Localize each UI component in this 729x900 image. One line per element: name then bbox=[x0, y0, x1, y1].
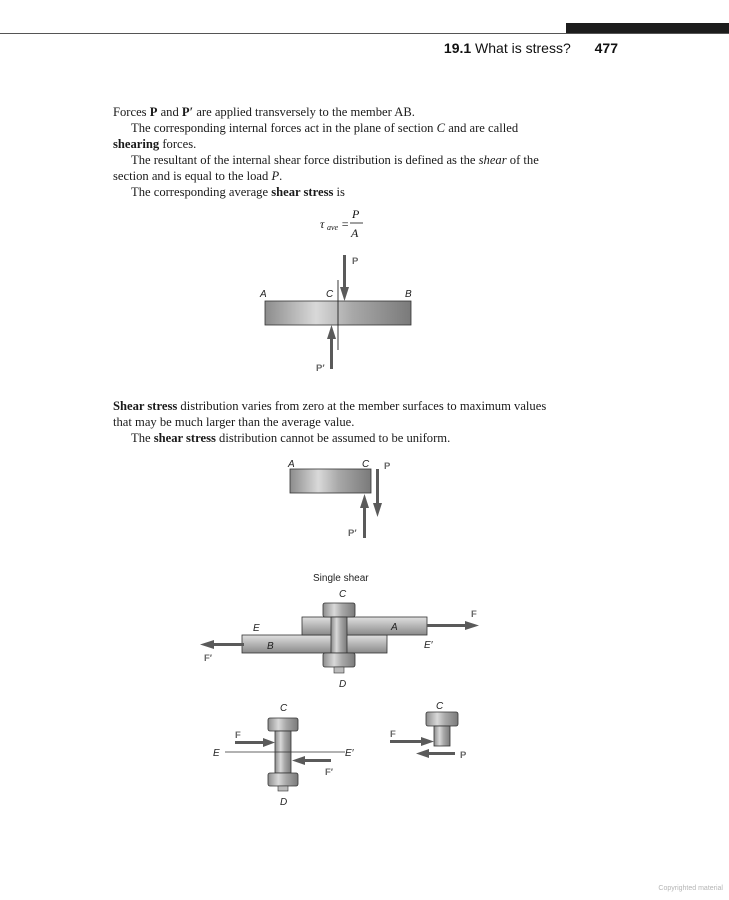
label-p: P bbox=[352, 256, 359, 267]
label-d: D bbox=[339, 679, 347, 690]
bolt-nut bbox=[268, 773, 298, 786]
arrow-f-shaft bbox=[427, 624, 467, 627]
label-e: E bbox=[253, 623, 260, 634]
bolt-head bbox=[426, 712, 458, 726]
arrow-f-prime-shaft bbox=[212, 643, 244, 646]
bolt-nut bbox=[323, 653, 355, 667]
bolt-head bbox=[268, 718, 298, 731]
arrow-p-head bbox=[340, 287, 349, 301]
plate-a bbox=[302, 617, 427, 635]
arrow-p-head bbox=[416, 749, 429, 758]
arrow-p-prime-shaft bbox=[330, 337, 333, 369]
label-p: P bbox=[460, 750, 467, 761]
figure-free-body bbox=[280, 455, 400, 545]
page-number: 477 bbox=[594, 40, 618, 56]
paragraph-average-stress: The corresponding average shear stress is bbox=[131, 185, 345, 199]
bolt-tip bbox=[334, 667, 344, 673]
text-block-1 bbox=[113, 104, 566, 200]
bolt-head bbox=[323, 603, 355, 617]
label-c: C bbox=[280, 703, 288, 714]
equals-sign: = bbox=[341, 217, 350, 231]
average-shear-stress-formula bbox=[318, 206, 378, 246]
label-c: C bbox=[339, 589, 347, 600]
arrow-p-prime-head bbox=[327, 325, 336, 339]
arrow-p-head bbox=[373, 503, 382, 517]
label-p-prime: P′ bbox=[316, 363, 325, 374]
formula-numerator: P bbox=[352, 207, 360, 221]
arrow-f-shaft bbox=[390, 740, 423, 743]
bolt-tip bbox=[278, 786, 288, 791]
figure-transverse-load bbox=[250, 250, 430, 380]
paragraph-resultant: The resultant of the internal shear force distribution is defined as the shear of the section and is equal to the load P. bbox=[113, 153, 539, 183]
arrow-f-prime-head bbox=[200, 640, 214, 649]
section-number: 19.1 bbox=[443, 40, 472, 56]
label-f: F bbox=[235, 730, 241, 741]
arrow-f-prime-shaft bbox=[303, 759, 331, 762]
label-d: D bbox=[280, 797, 288, 808]
paragraph-shearing-forces: The corresponding internal forces act in the plane of section C and are called shearing forces. bbox=[113, 121, 519, 151]
copyright-watermark: Copyrighted material bbox=[658, 885, 723, 892]
label-f-prime: F′ bbox=[325, 767, 334, 778]
figure-bolt-section bbox=[205, 700, 365, 810]
arrow-p-prime-head bbox=[360, 494, 369, 508]
label-f: F bbox=[471, 609, 477, 620]
paragraph-not-uniform: The shear stress distribution cannot be assumed to be uniform. bbox=[131, 431, 451, 445]
bolt-shank bbox=[434, 726, 450, 746]
arrow-p-shaft bbox=[343, 255, 346, 289]
member-segment bbox=[290, 469, 371, 493]
bolt-shank bbox=[331, 617, 347, 653]
label-a: A bbox=[260, 289, 267, 300]
formula-denominator: A bbox=[351, 226, 359, 240]
label-e-prime: E′ bbox=[424, 640, 433, 651]
running-head bbox=[400, 40, 618, 58]
label-e-prime: E′ bbox=[345, 748, 354, 759]
label-p: P bbox=[384, 461, 391, 472]
label-c: C bbox=[326, 289, 334, 300]
arrow-p-shaft bbox=[376, 469, 379, 505]
label-c: C bbox=[436, 701, 444, 712]
arrow-p-prime-shaft bbox=[363, 506, 366, 538]
section-title: What is stress? bbox=[475, 40, 571, 56]
tau-subscript: ave bbox=[327, 223, 339, 232]
label-f-prime: F′ bbox=[204, 653, 213, 664]
label-b: B bbox=[405, 289, 412, 300]
tau-symbol: τ bbox=[320, 217, 325, 231]
text-block-2 bbox=[113, 398, 566, 446]
arrow-f-head bbox=[263, 738, 275, 747]
header-rule bbox=[0, 33, 729, 34]
arrow-p-shaft bbox=[427, 752, 455, 755]
single-shear-title: Single shear bbox=[313, 573, 369, 584]
label-a: A bbox=[391, 622, 398, 633]
arrow-f-head bbox=[421, 737, 434, 746]
label-p-prime: P′ bbox=[348, 528, 357, 539]
arrow-f-prime-head bbox=[292, 756, 305, 765]
label-b: B bbox=[267, 641, 274, 652]
label-e: E bbox=[213, 748, 220, 759]
label-c: C bbox=[362, 459, 370, 470]
plate-b bbox=[242, 635, 387, 653]
figure-single-shear bbox=[195, 568, 495, 693]
label-f: F bbox=[390, 729, 396, 740]
arrow-f-shaft bbox=[235, 741, 265, 744]
figure-bolt-upper bbox=[380, 698, 490, 768]
label-a: A bbox=[288, 459, 295, 470]
paragraph-distribution: Shear stress distribution varies from zero at the member surfaces to maximum values that may be much larger than the average value. bbox=[113, 399, 547, 429]
paragraph-forces: Forces P and P′ are applied transversely to the member AB. bbox=[113, 105, 415, 119]
arrow-f-head bbox=[465, 621, 479, 630]
